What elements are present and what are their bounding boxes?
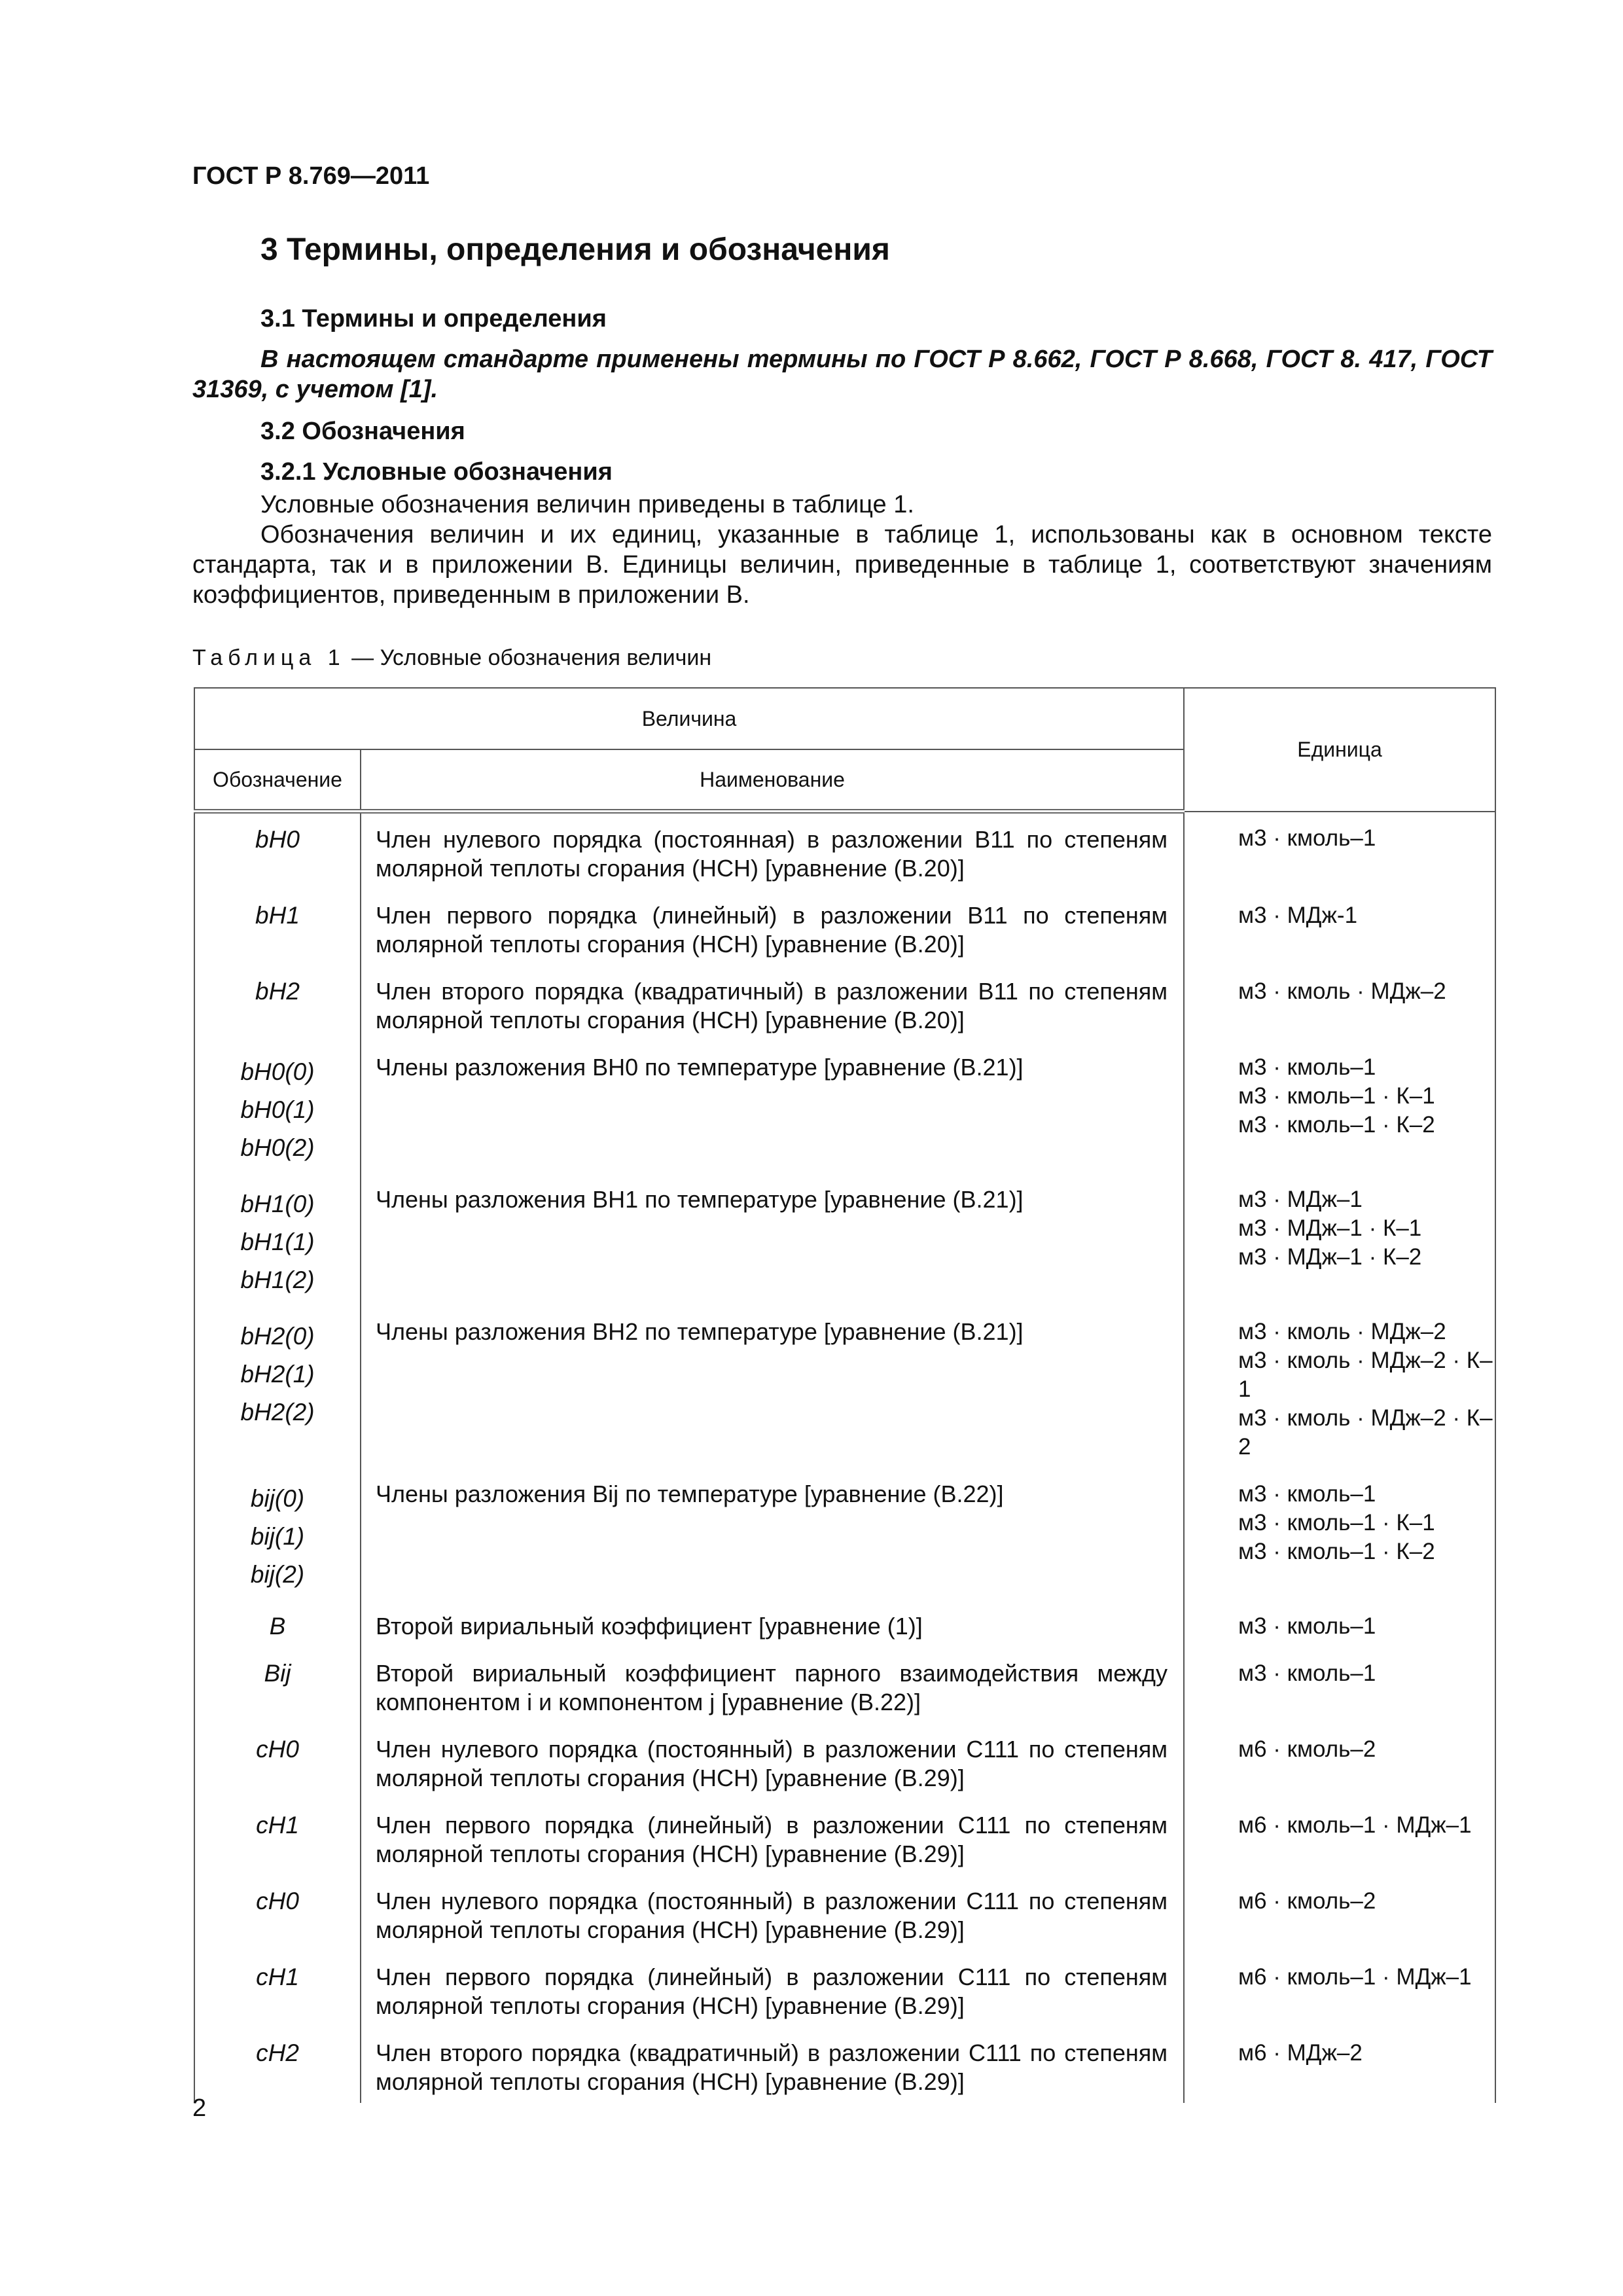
page-number: 2 <box>192 2094 207 2122</box>
table-caption-label: Таблица 1 <box>192 645 346 670</box>
cell-unit <box>1184 1041 1495 1174</box>
table-row <box>194 1647 1495 1723</box>
cell-symbol <box>194 889 361 965</box>
cell-unit-text: м3 · кмоль · МДж–2 <box>1238 978 1446 1004</box>
cell-name-text: Второй вириальный коэффициент [уравнение (1)] <box>376 1613 923 1640</box>
cell-symbol-text: bH0(0) bH0(1) bH0(2) <box>240 1058 315 1161</box>
cell-name-text: Член второго порядка (квадратичный) в разложении C111 по степеням молярной теплоты сгорания (HCH) [уравнение (В.29)] <box>376 2039 1168 2095</box>
cell-symbol-text: cH2 <box>256 2039 299 2066</box>
cell-unit-text: м3 · МДж–1 м3 · МДж–1 · К–1 м3 · МДж–1 · К–2 <box>1238 1187 1422 1270</box>
cell-symbol-text: bH0 <box>255 826 300 853</box>
document-code-header: ГОСТ Р 8.769—2011 <box>192 162 430 190</box>
cell-name <box>361 1875 1184 1951</box>
cell-symbol-text: cH0 <box>256 1888 299 1914</box>
cell-name <box>361 1799 1184 1875</box>
cell-symbol <box>194 1647 361 1723</box>
cell-symbol <box>194 1799 361 1875</box>
table-row <box>194 1799 1495 1875</box>
subsection-3-1-title: 3.1 Термины и определения <box>260 305 607 332</box>
cell-symbol <box>194 1951 361 2027</box>
symbols-table <box>194 687 1496 2103</box>
cell-symbol-text: B <box>269 1613 286 1640</box>
cell-unit <box>1184 889 1495 965</box>
cell-unit-text: м3 · МДж-1 <box>1238 903 1358 928</box>
cell-name <box>361 1723 1184 1799</box>
subsection-3-1-text: В настоящем стандарте применены термины по ГОСТ Р 8.662, ГОСТ Р 8.668, ГОСТ 8. 417, ГОСТ 31369, с учетом [1]. <box>192 346 1492 403</box>
cell-unit-text: м3 · кмоль–1 м3 · кмоль–1 · К–1 м3 · кмоль–1 · К–2 <box>1238 1054 1435 1138</box>
cell-name-text: Члены разложения BH2 по температуре [уравнение (В.21)] <box>376 1318 1024 1345</box>
cell-unit-text: м3 · кмоль–1 м3 · кмоль–1 · К–1 м3 · кмоль–1 · К–2 <box>1238 1481 1435 1564</box>
table-row <box>194 812 1495 890</box>
table-row <box>194 1041 1495 1174</box>
cell-name <box>361 812 1184 890</box>
table-row <box>194 1468 1495 1600</box>
cell-name <box>361 1600 1184 1647</box>
cell-unit <box>1184 812 1495 890</box>
cell-symbol <box>194 1723 361 1799</box>
cell-name-text: Члены разложения BH1 по температуре [уравнение (В.21)] <box>376 1186 1024 1213</box>
cell-unit-text: м6 · кмоль–2 <box>1238 1736 1376 1762</box>
cell-unit-text: м3 · кмоль–1 <box>1238 1660 1376 1686</box>
cell-symbol-text: cH1 <box>256 1964 299 1990</box>
cell-unit <box>1184 1875 1495 1951</box>
subsection-3-2-title: 3.2 Обозначения <box>260 418 465 445</box>
cell-unit <box>1184 1600 1495 1647</box>
cell-unit-text: м6 · кмоль–2 <box>1238 1888 1376 1914</box>
cell-name <box>361 1174 1184 1306</box>
cell-symbol-text: bH2 <box>255 978 300 1005</box>
section-title: 3 Термины, определения и обозначения <box>260 232 890 267</box>
paragraph-units-note: Обозначения величин и их единиц, указанные в таблице 1, использованы как в основном тексте стандарта, так и в приложении В. Единицы величин, приведенные в таблице 1, соответствуют значениям коэффициентов, приведенным в приложении В. <box>192 521 1492 609</box>
cell-name <box>361 889 1184 965</box>
table-row <box>194 1306 1495 1468</box>
cell-symbol <box>194 1875 361 1951</box>
cell-name-text: Член нулевого порядка (постоянный) в разложении C111 по степеням молярной теплоты сгорания (HCH) [уравнение (В.29)] <box>376 1736 1168 1791</box>
cell-unit <box>1184 1174 1495 1306</box>
header-name: Наименование <box>361 749 1184 812</box>
cell-symbol <box>194 1306 361 1468</box>
header-symbol: Обозначение <box>194 749 361 812</box>
cell-symbol-text: bH1(0) bH1(1) bH1(2) <box>240 1191 315 1293</box>
cell-symbol <box>194 2027 361 2103</box>
table-row <box>194 1600 1495 1647</box>
cell-name <box>361 1647 1184 1723</box>
cell-unit <box>1184 1799 1495 1875</box>
cell-unit <box>1184 2027 1495 2103</box>
header-unit: Единица <box>1184 688 1495 812</box>
paragraph-table-reference: Условные обозначения величин приведены в таблице 1. <box>260 491 914 518</box>
cell-symbol-text: bij(0) bij(1) bij(2) <box>250 1485 305 1588</box>
cell-unit-text: м3 · кмоль–1 <box>1238 1613 1376 1639</box>
cell-name <box>361 1468 1184 1600</box>
cell-unit <box>1184 1951 1495 2027</box>
cell-symbol-text: bH1 <box>255 902 300 929</box>
cell-name <box>361 2027 1184 2103</box>
cell-symbol-text: Bij <box>264 1660 291 1687</box>
cell-unit-text: м6 · кмоль–1 · МДж–1 <box>1238 1812 1472 1838</box>
cell-symbol-text: cH0 <box>256 1736 299 1763</box>
cell-symbol-text: bH2(0) bH2(1) bH2(2) <box>240 1323 315 1426</box>
cell-name-text: Член второго порядка (квадратичный) в разложении B11 по степеням молярной теплоты сгорания (HCH) [уравнение (В.20)] <box>376 978 1168 1033</box>
subsection-3-2-1-title: 3.2.1 Условные обозначения <box>260 458 613 486</box>
cell-name-text: Второй вириальный коэффициент парного взаимодействия между компонентом i и компонентом j [уравнение (В.22)] <box>376 1660 1168 1715</box>
cell-unit <box>1184 1647 1495 1723</box>
table-row <box>194 889 1495 965</box>
cell-name <box>361 1951 1184 2027</box>
table-row <box>194 2027 1495 2103</box>
table-caption <box>192 645 711 671</box>
cell-name-text: Члены разложения Bij по температуре [уравнение (В.22)] <box>376 1480 1004 1507</box>
cell-name-text: Члены разложения BH0 по температуре [уравнение (В.21)] <box>376 1054 1024 1081</box>
cell-unit-text: м6 · МДж–2 <box>1238 2040 1363 2066</box>
cell-name-text: Член первого порядка (линейный) в разложении C111 по степеням молярной теплоты сгорания (HCH) [уравнение (В.29)] <box>376 1964 1168 2019</box>
table-body <box>194 812 1495 2104</box>
cell-name <box>361 1041 1184 1174</box>
table-row <box>194 965 1495 1041</box>
cell-name-text: Член нулевого порядка (постоянный) в разложении C111 по степеням молярной теплоты сгорания (HCH) [уравнение (В.29)] <box>376 1888 1168 1943</box>
cell-symbol <box>194 1174 361 1306</box>
cell-symbol <box>194 1468 361 1600</box>
cell-symbol-text: cH1 <box>256 1812 299 1839</box>
cell-unit-text: м6 · кмоль–1 · МДж–1 <box>1238 1964 1472 1990</box>
table-caption-text: — Условные обозначения величин <box>345 645 712 670</box>
cell-name-text: Член нулевого порядка (постоянная) в разложении B11 по степеням молярной теплоты сгорания (HCH) [уравнение (В.20)] <box>376 826 1168 882</box>
cell-symbol <box>194 1041 361 1174</box>
cell-symbol <box>194 1600 361 1647</box>
cell-name <box>361 965 1184 1041</box>
cell-unit <box>1184 1306 1495 1468</box>
table-row <box>194 1723 1495 1799</box>
cell-unit-text: м3 · кмоль–1 <box>1238 825 1376 851</box>
cell-unit-text: м3 · кмоль · МДж–2 м3 · кмоль · МДж–2 · К–1 м3 · кмоль · МДж–2 · К–2 <box>1238 1319 1493 1460</box>
cell-unit <box>1184 1723 1495 1799</box>
cell-name-text: Член первого порядка (линейный) в разложении B11 по степеням молярной теплоты сгорания (HCH) [уравнение (В.20)] <box>376 902 1168 958</box>
cell-unit <box>1184 1468 1495 1600</box>
table-row <box>194 1875 1495 1951</box>
table-row <box>194 1174 1495 1306</box>
cell-name-text: Член первого порядка (линейный) в разложении C111 по степеням молярной теплоты сгорания (HCH) [уравнение (В.29)] <box>376 1812 1168 1867</box>
cell-name <box>361 1306 1184 1468</box>
cell-symbol <box>194 965 361 1041</box>
cell-unit <box>1184 965 1495 1041</box>
header-quantity: Величина <box>194 688 1184 749</box>
cell-symbol <box>194 812 361 890</box>
table-row <box>194 1951 1495 2027</box>
